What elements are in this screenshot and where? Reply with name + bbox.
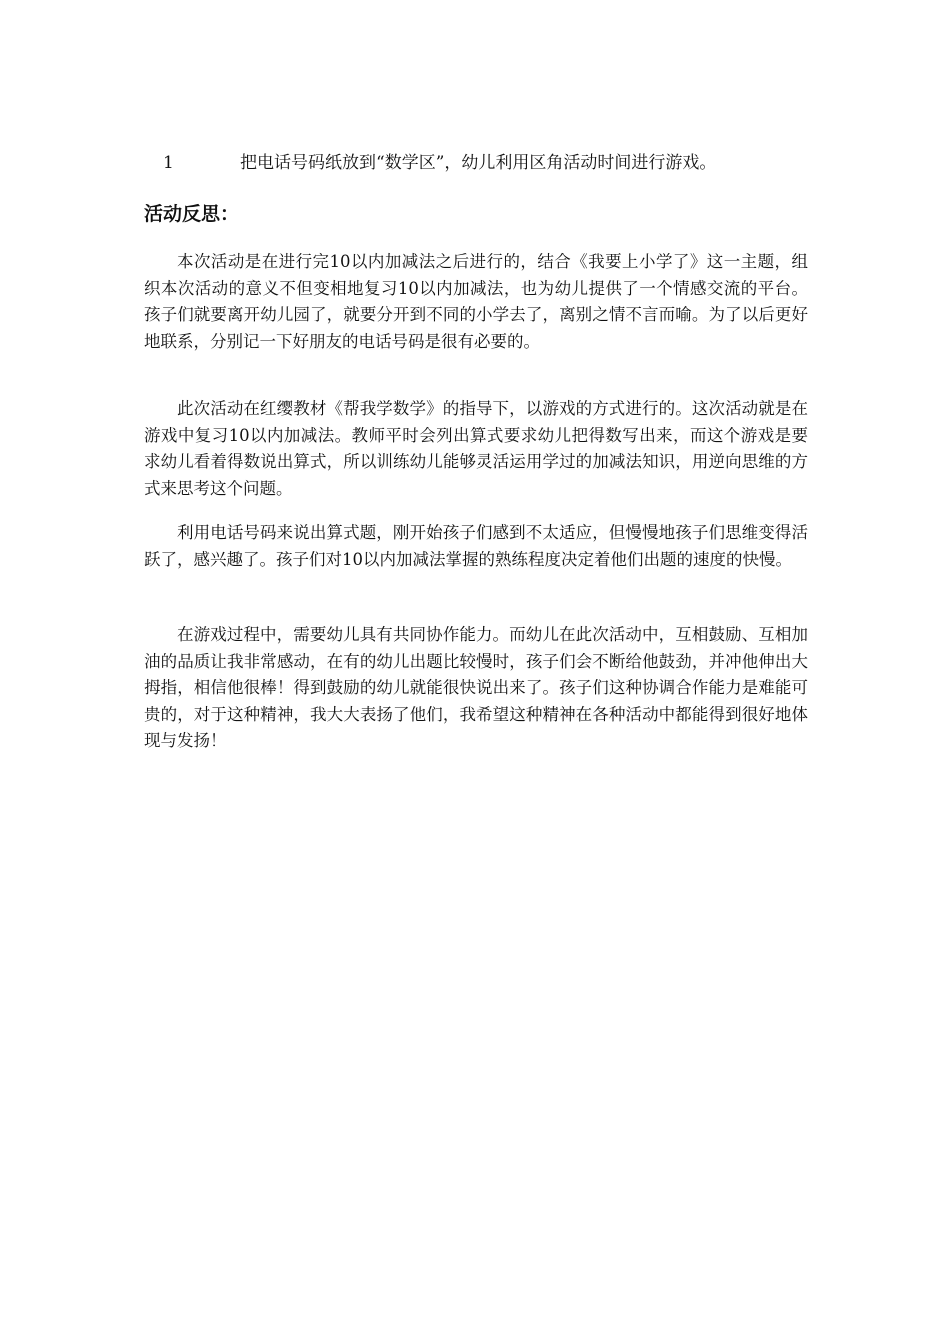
reflection-paragraph-4: 在游戏过程中，需要幼儿具有共同协作能力。而幼儿在此次活动中，互相鼓励、互相加油的品质让我非常感动，在有的幼儿出题比较慢时，孩子们会不断给他鼓劲，并冲他伸出大拇指，相信他很棒！得到鼓励的幼儿就能很快说出来了。孩子们这种协调合作能力是难能可贵的，对于这种精神，我大大表扬了他们，我希望这种精神在各种活动中都能得到很好地体现与发扬！ <box>144 625 808 750</box>
numbered-list-item <box>163 150 823 176</box>
list-item-number: 1 <box>163 153 174 173</box>
list-item-text: 把电话号码纸放到“数学区”，幼儿利用区角活动时间进行游戏。 <box>240 153 717 173</box>
reflection-paragraph-2: 此次活动在红缨教材《帮我学数学》的指导下，以游戏的方式进行的。这次活动就是在游戏中复习10以内加减法。教师平时会列出算式要求幼儿把得数写出来，而这个游戏是要求幼儿看着得数说出算式，所以训练幼儿能够灵活运用学过的加减法知识，用逆向思维的方式来思考这个问题。 <box>144 399 808 498</box>
reflection-heading: 活动反思： <box>144 203 240 225</box>
reflection-paragraph-3: 利用电话号码来说出算式题，刚开始孩子们感到不太适应，但慢慢地孩子们思维变得活跃了，感兴趣了。孩子们对10以内加减法掌握的熟练程度决定着他们出题的速度的快慢。 <box>144 523 808 569</box>
reflection-paragraph-1: 本次活动是在进行完10以内加减法之后进行的，结合《我要上小学了》这一主题，组织本次活动的意义不但变相地复习10以内加减法，也为幼儿提供了一个情感交流的平台。孩子们就要离开幼儿园了，就要分开到不同的小学去了，离别之情不言而喻。为了以后更好地联系，分别记一下好朋友的电话号码是很有必要的。 <box>144 252 808 351</box>
